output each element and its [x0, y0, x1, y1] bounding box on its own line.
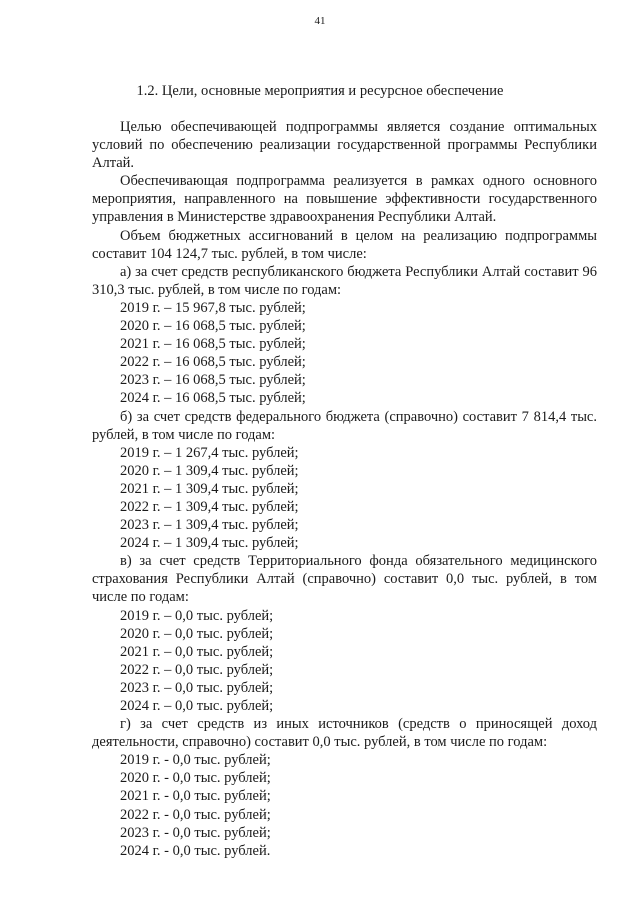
funding-year-line: 2023 г. – 16 068,5 тыс. рублей; [120, 372, 306, 389]
funding-year-line: 2021 г. – 0,0 тыс. рублей; [120, 643, 274, 660]
funding-year-line: 2020 г. – 0,0 тыс. рублей; [120, 625, 274, 642]
funding-source-regional-budget: а) за счет средств республиканского бюджета Республики Алтай составит 96 310,3 тыс. рублей, в том числе по годам: [92, 263, 597, 298]
funding-year-line: 2019 г. - 0,0 тыс. рублей; [120, 752, 271, 769]
funding-year-line: 2021 г. - 0,0 тыс. рублей; [120, 788, 271, 805]
funding-year-line: 2023 г. – 0,0 тыс. рублей; [120, 679, 274, 696]
section-title: 1.2. Цели, основные мероприятия и ресурсное обеспечение [136, 83, 504, 99]
funding-year-line: 2019 г. – 0,0 тыс. рублей; [120, 607, 274, 624]
funding-year-line: 2021 г. – 1 309,4 тыс. рублей; [120, 480, 299, 497]
funding-year-line: 2023 г. - 0,0 тыс. рублей; [120, 824, 271, 841]
funding-year-line: 2020 г. - 0,0 тыс. рублей; [120, 770, 271, 787]
funding-source-other: г) за счет средств из иных источников (средств о приносящей доход деятельности, справочно) составит 0,0 тыс. рублей, в том числе по годам: [92, 716, 597, 751]
funding-year-line: 2022 г. - 0,0 тыс. рублей; [120, 806, 271, 823]
funding-year-line: 2020 г. – 16 068,5 тыс. рублей; [120, 318, 306, 335]
funding-year-line: 2021 г. – 16 068,5 тыс. рублей; [120, 336, 306, 353]
funding-source-federal-budget: б) за счет средств федерального бюджета (справочно) составит 7 814,4 тыс. рублей, в том числе по годам: [92, 408, 597, 443]
funding-year-line: 2019 г. – 15 967,8 тыс. рублей; [120, 299, 306, 316]
funding-year-line: 2022 г. – 16 068,5 тыс. рублей; [120, 354, 306, 371]
funding-year-line: 2024 г. - 0,0 тыс. рублей. [120, 842, 271, 859]
paragraph-activity: Обеспечивающая подпрограмма реализуется в рамках одного основного мероприятия, направленного на повышение эффективности государственного управления в Министерстве здравоохранения Республики Алтай. [92, 173, 597, 226]
funding-year-line: 2022 г. – 1 309,4 тыс. рублей; [120, 498, 299, 515]
section-body [92, 118, 597, 860]
funding-year-line: 2024 г. – 0,0 тыс. рублей; [120, 698, 274, 714]
funding-year-line: 2023 г. – 1 309,4 тыс. рублей; [120, 517, 299, 534]
paragraph-total-funding: Объем бюджетных ассигнований в целом на реализацию подпрограммы составит 104 124,7 тыс. рублей, в том числе: [92, 227, 597, 262]
funding-year-line: 2022 г. – 0,0 тыс. рублей; [120, 661, 274, 678]
funding-year-line: 2019 г. – 1 267,4 тыс. рублей; [120, 444, 299, 461]
funding-year-line: 2024 г. – 1 309,4 тыс. рублей; [120, 535, 299, 552]
funding-source-territorial-fund: в) за счет средств Территориального фонда обязательного медицинского страхования Республики Алтай (справочно) составит 0,0 тыс. рублей, в том числе по годам: [92, 553, 597, 606]
page-number: 41 [314, 15, 326, 27]
paragraph-goal: Целью обеспечивающей подпрограммы является создание оптимальных условий по обеспечению реализации государственной программы Республики Алтай. [92, 119, 597, 172]
funding-year-line: 2024 г. – 16 068,5 тыс. рублей; [120, 390, 306, 407]
funding-year-line: 2020 г. – 1 309,4 тыс. рублей; [120, 462, 299, 479]
